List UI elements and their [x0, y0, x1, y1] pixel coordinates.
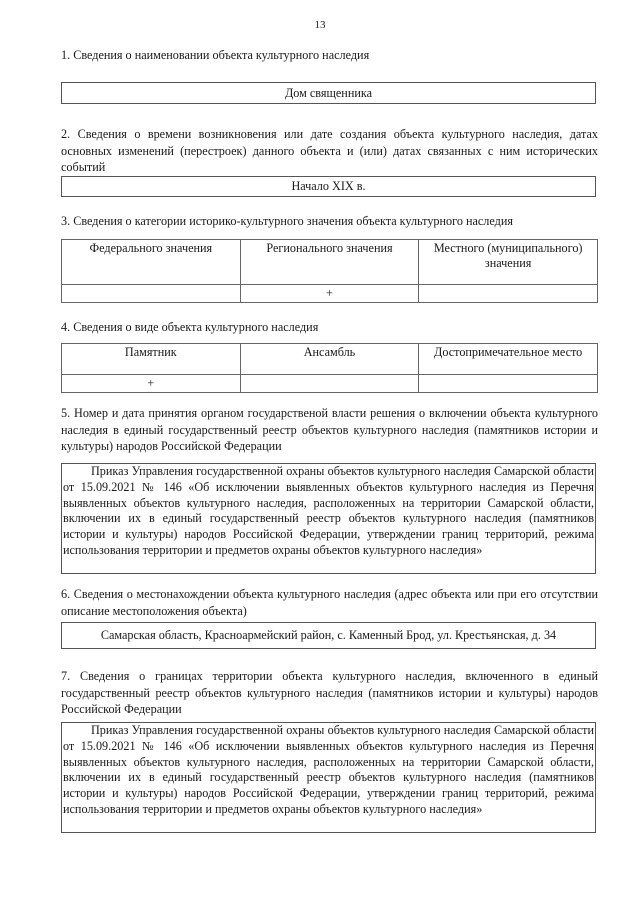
category-header-federal: Федерального значения — [62, 240, 241, 285]
type-mark-ensemble — [240, 375, 419, 393]
section-4-heading: 4. Сведения о виде объекта культурного наследия — [61, 320, 319, 334]
section-3-heading: 3. Сведения о категории историко-культурного значения объекта культурного наследия — [61, 214, 513, 228]
category-header-local: Местного (муниципального) значения — [419, 240, 598, 285]
territory-boundaries-box: Приказ Управления государственной охраны объектов культурного наследия Самарской области от 15.09.2021 № 146 «Об исключении выявленных объектов культурного наследия из Перечня выявленных объектов культурного наследия, расположенных на территории Самарской области, включении их в единый государственный реестр объектов культурного наследия (памятников истории и культуры) народов Российской Федерации, утверждении границ территорий, режима использования территории и предметов охраны объектов культурного наследия» — [61, 722, 596, 833]
type-table — [61, 343, 598, 393]
category-header-regional: Регионального значения — [240, 240, 419, 285]
section-1-heading: 1. Сведения о наименовании объекта культурного наследия — [61, 48, 370, 62]
category-mark-federal — [62, 285, 241, 303]
section-7-heading: 7. Сведения о границах территории объекта культурного наследия, включенного в единый государственный реестр объектов культурного наследия (памятников истории и культуры) народов Российской Федерации — [61, 669, 598, 716]
type-mark-landmark — [419, 375, 598, 393]
object-name-box: Дом священника — [61, 82, 596, 104]
page-number: 13 — [314, 19, 326, 31]
type-header-landmark: Достопримечательное место — [419, 344, 598, 375]
section-5-heading: 5. Номер и дата принятия органом государственой власти решения о включении объекта культурного наследия в единый государственный реестр объектов культурного наследия (памятников истории и культуры) народов Российской Федерации — [61, 406, 598, 453]
type-header-monument: Памятник — [62, 344, 241, 375]
date-box: Начало XIX в. — [61, 176, 596, 197]
section-2-heading: 2. Сведения о времени возникновения или дате создания объекта культурного наследия, датах основных изменений (перестроек) данного объекта и (или) датах связанных с ним исторических событий — [61, 127, 598, 174]
registry-decision-box: Приказ Управления государственной охраны объектов культурного наследия Самарской области от 15.09.2021 № 146 «Об исключении выявленных объектов культурного наследия из Перечня выявленных объектов культурного наследия, расположенных на территории Самарской области, включении их в единый государственный реестр объектов культурного наследия (памятников истории и культуры) народов Российской Федерации, утверждении границ территорий, режима использования территории и предметов охраны объектов культурного наследия» — [61, 463, 596, 574]
type-header-ensemble: Ансамбль — [240, 344, 419, 375]
category-mark-local — [419, 285, 598, 303]
address-box: Самарская область, Красноармейский район, с. Каменный Брод, ул. Крестьянская, д. 34 — [61, 622, 596, 649]
section-6-heading: 6. Сведения о местонахождении объекта культурного наследия (адрес объекта или при его отсутствии описание местоположения объекта) — [61, 587, 598, 618]
type-mark-monument: + — [62, 375, 241, 393]
category-mark-regional: + — [240, 285, 419, 303]
category-table — [61, 239, 598, 303]
